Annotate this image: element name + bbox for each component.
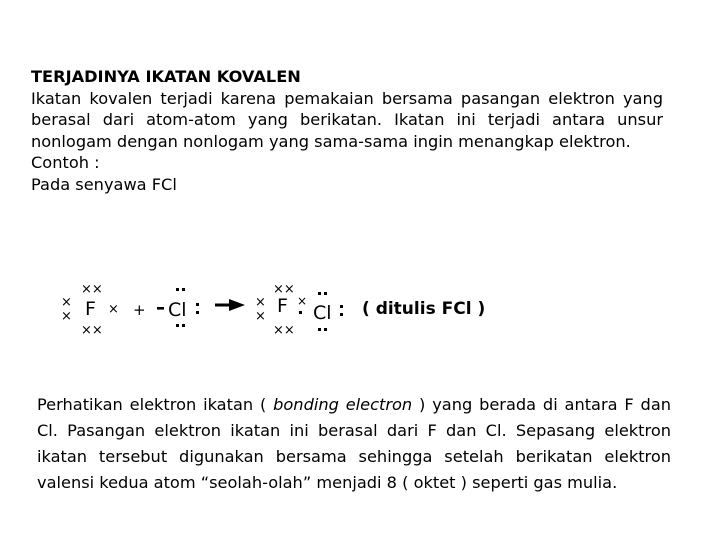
- chlorine-symbol-right: Cl: [313, 302, 332, 324]
- electron-x: ××: [273, 323, 295, 338]
- electron-x: ××: [273, 282, 295, 297]
- explanation-part1: Perhatikan elektron ikatan (: [37, 395, 274, 414]
- formula-note: ( ditulis FCl ): [362, 299, 486, 319]
- fluorine-symbol-left: F: [85, 298, 96, 320]
- electron-dot: [324, 328, 327, 331]
- electron-dot: [176, 324, 179, 327]
- lewis-structure-diagram: [55, 278, 515, 338]
- electron-dot: [340, 305, 343, 308]
- electron-dot: [196, 311, 199, 314]
- chlorine-symbol-left: Cl: [168, 299, 187, 321]
- intro-section: [31, 66, 663, 196]
- example-text: Pada senyawa FCl: [31, 174, 177, 194]
- explanation-italic-term: bonding electron: [273, 395, 413, 414]
- arrow-head: [229, 299, 245, 311]
- electron-x: ×: [61, 295, 72, 310]
- explanation-paragraph: [37, 392, 671, 496]
- electron-x: ×: [255, 309, 266, 324]
- electron-dot: [340, 313, 343, 316]
- section-title: TERJADINYA IKATAN KOVALEN: [31, 67, 301, 86]
- electron-x: ×: [108, 302, 119, 317]
- electron-dot: [182, 324, 185, 327]
- intro-paragraph: Ikatan kovalen terjadi karena pemakaian bersama pasangan elektron yang berasal dari atom-atom yang berikatan. Ikatan ini terjadi antara unsur nonlogam dengan nonlogam yang sama-sama ingin menangkap elektron.: [31, 88, 663, 151]
- electron-dot: [196, 303, 199, 306]
- electron-x: ×: [61, 309, 72, 324]
- lewis-svg: [55, 278, 515, 338]
- example-label: Contoh :: [31, 153, 100, 173]
- shared-electron-x: ×: [297, 294, 308, 308]
- electron-dot: [176, 288, 179, 291]
- electron-dot: [157, 307, 164, 310]
- fluorine-symbol-right: F: [277, 295, 288, 317]
- electron-x: ×: [255, 295, 266, 310]
- explanation-part2: ) yang berada di antara F dan Cl. Pasangan elektron ikatan ini berasal dari F dan Cl. Sepasang elektron ikatan tersebut digunakan bersama sehingga setelah berikatan elektron valensi kedua atom “seolah-olah” menjadi 8 ( oktet ) seperti gas mulia.: [37, 395, 672, 492]
- electron-dot: [318, 292, 321, 295]
- electron-x: ××: [81, 282, 103, 297]
- electron-dot: [324, 292, 327, 295]
- plus-sign: +: [133, 301, 146, 319]
- shared-electron-dot: [299, 311, 302, 314]
- electron-dot: [318, 328, 321, 331]
- electron-x: ××: [81, 323, 103, 338]
- electron-dot: [182, 288, 185, 291]
